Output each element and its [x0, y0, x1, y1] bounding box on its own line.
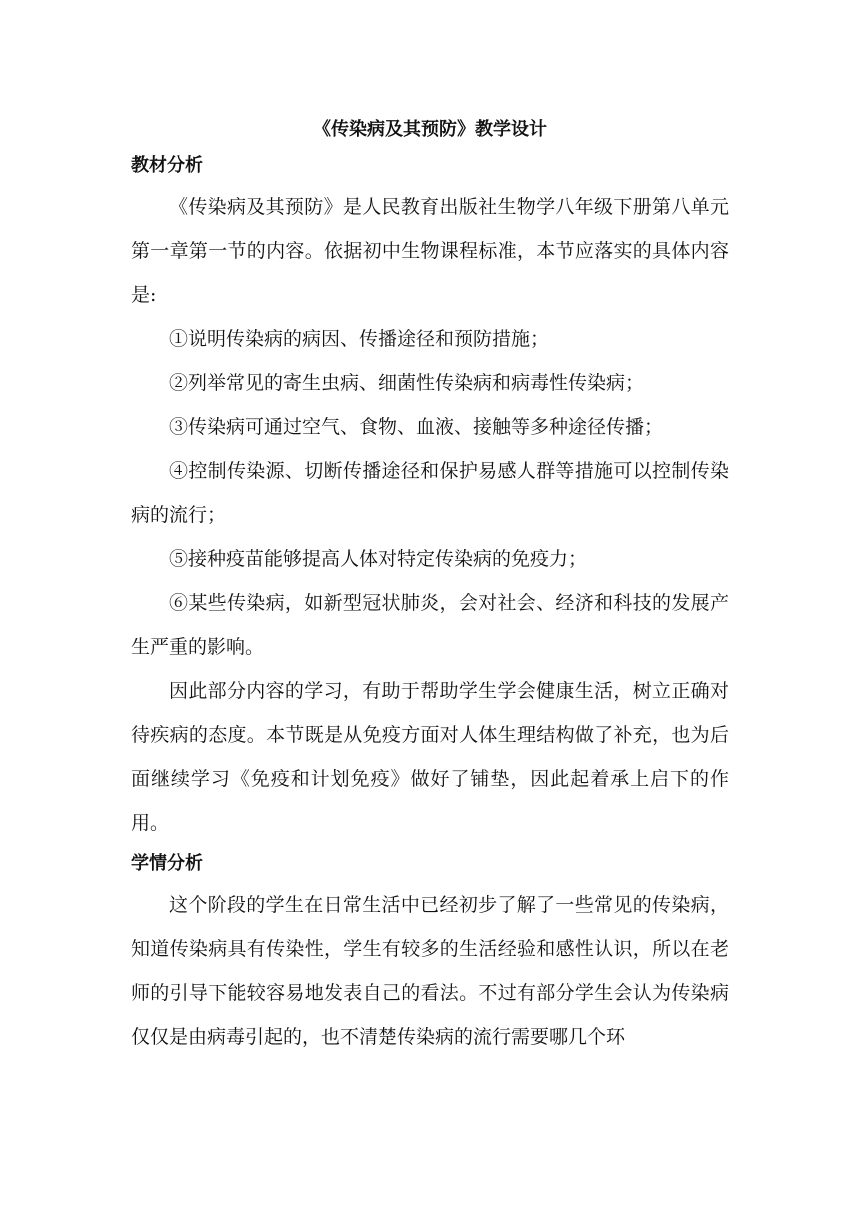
- content-item-6: ⑥某些传染病，如新型冠状肺炎，会对社会、经济和科技的发展产生严重的影响。: [131, 592, 729, 658]
- textbook-analysis-intro: 《传染病及其预防》是人民教育出版社生物学八年级下册第八单元第一章第一节的内容。依据初中生物课程标准，本节应落实的具体内容是:: [131, 196, 729, 306]
- document-body: [131, 112, 729, 1059]
- content-item-3: ③传染病可通过空气、食物、血液、接触等多种途径传播；: [169, 416, 664, 438]
- content-item-1: ①说明传染病的病因、传播途径和预防措施；: [169, 328, 550, 350]
- content-item-5: ⑤接种疫苗能够提高人体对特定传染病的免疫力；: [169, 548, 588, 570]
- learner-analysis-paragraph: 这个阶段的学生在日常生活中已经初步了解了一些常见的传染病，知道传染病具有传染性，学生有较多的生活经验和感性认识，所以在老师的引导下能较容易地发表自己的看法。不过有部分学生会认为传染病仅仅是由病毒引起的，也不清楚传染病的流行需要哪几个环: [131, 894, 729, 1048]
- section-heading-textbook-analysis: 教材分析: [131, 155, 203, 176]
- textbook-analysis-conclusion: 因此部分内容的学习，有助于帮助学生学会健康生活，树立正确对待疾病的态度。本节既是从免疫方面对人体生理结构做了补充，也为后面继续学习《免疫和计划免疫》做好了铺垫，因此起着承上启下的作用。: [131, 680, 729, 834]
- document-title: 《传染病及其预防》教学设计: [313, 119, 547, 140]
- content-item-2: ②列举常见的寄生虫病、细菌性传染病和病毒性传染病；: [169, 372, 645, 394]
- content-item-4: ④控制传染源、切断传播途径和保护易感人群等措施可以控制传染病的流行；: [131, 460, 729, 526]
- section-heading-learner-analysis: 学情分析: [131, 853, 203, 874]
